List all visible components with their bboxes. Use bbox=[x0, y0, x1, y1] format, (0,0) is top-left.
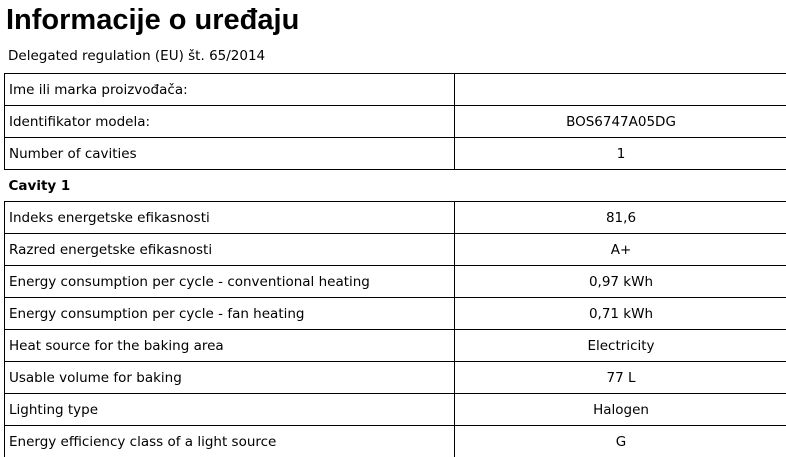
device-info-table bbox=[4, 73, 786, 457]
row-value: Halogen bbox=[455, 394, 786, 426]
table-row bbox=[5, 362, 786, 394]
table-row bbox=[5, 138, 786, 170]
table-row bbox=[5, 234, 786, 266]
row-label: Ime ili marka proizvođača: bbox=[5, 74, 455, 106]
section-header-row bbox=[5, 170, 786, 202]
table-row bbox=[5, 426, 786, 457]
row-label: Heat source for the baking area bbox=[5, 330, 455, 362]
row-value bbox=[455, 74, 786, 106]
regulation-subtitle: Delegated regulation (EU) št. 65/2014 bbox=[8, 42, 265, 70]
row-label: Indeks energetske efikasnosti bbox=[5, 202, 455, 234]
row-label: Energy consumption per cycle - conventional heating bbox=[5, 266, 455, 298]
row-label: Identifikator modela: bbox=[5, 106, 455, 138]
section-title: Cavity 1 bbox=[5, 170, 786, 202]
row-label: Lighting type bbox=[5, 394, 455, 426]
row-value: 0,71 kWh bbox=[455, 298, 786, 330]
page-title: Informacije o uređaju bbox=[6, 0, 299, 40]
table-row bbox=[5, 106, 786, 138]
row-value: 81,6 bbox=[455, 202, 786, 234]
table-row bbox=[5, 394, 786, 426]
row-value: 0,97 kWh bbox=[455, 266, 786, 298]
table-row bbox=[5, 330, 786, 362]
table-row bbox=[5, 298, 786, 330]
table-row bbox=[5, 202, 786, 234]
row-label: Number of cavities bbox=[5, 138, 455, 170]
row-label: Usable volume for baking bbox=[5, 362, 455, 394]
row-value: BOS6747A05DG bbox=[455, 106, 786, 138]
row-label: Energy efficiency class of a light source bbox=[5, 426, 455, 457]
row-label: Energy consumption per cycle - fan heating bbox=[5, 298, 455, 330]
row-value: 1 bbox=[455, 138, 786, 170]
row-label: Razred energetske efikasnosti bbox=[5, 234, 455, 266]
row-value: 77 L bbox=[455, 362, 786, 394]
table-row bbox=[5, 74, 786, 106]
row-value: G bbox=[455, 426, 786, 457]
row-value: A+ bbox=[455, 234, 786, 266]
table-row bbox=[5, 266, 786, 298]
row-value: Electricity bbox=[455, 330, 786, 362]
